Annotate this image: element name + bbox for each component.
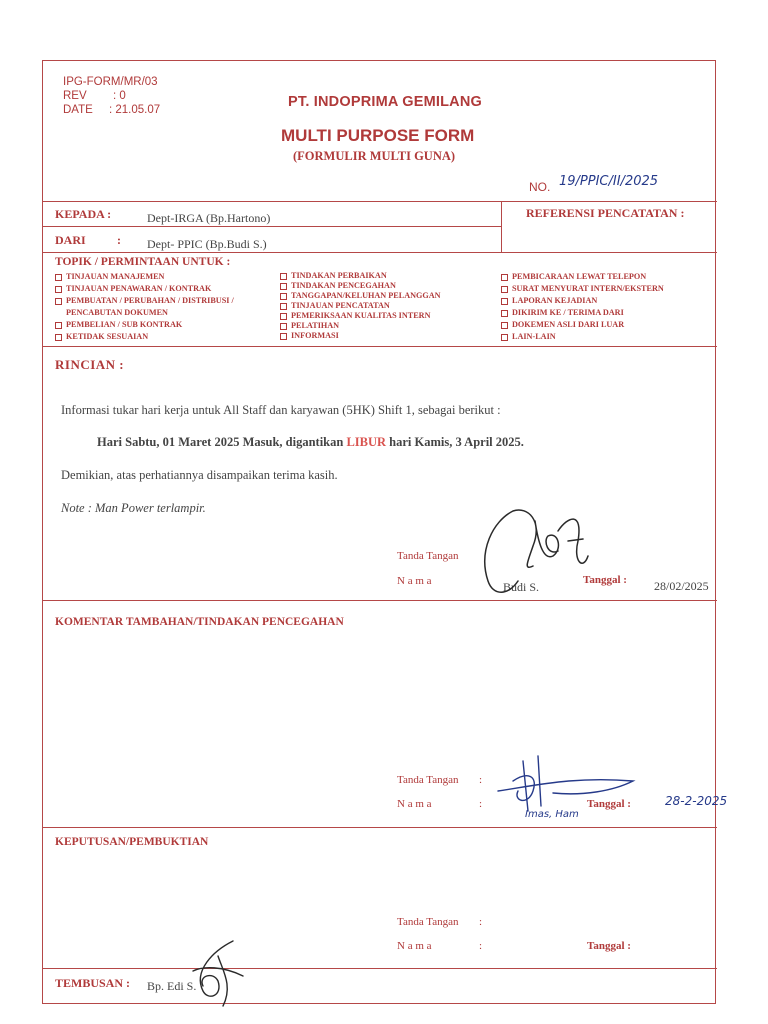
divider-referensi xyxy=(501,201,502,252)
checkbox[interactable] xyxy=(501,298,508,305)
checkbox[interactable] xyxy=(55,322,62,329)
topik-column-2 xyxy=(280,271,441,341)
checkbox[interactable] xyxy=(55,298,62,305)
keputusan-tanda-tangan-label: Tanda Tangan xyxy=(397,916,459,928)
topic-option[interactable]: DIKIRIM KE / TERIMA DARI xyxy=(501,307,664,319)
rule-header xyxy=(43,201,717,202)
dari-label: DARI xyxy=(55,233,86,247)
topic-option[interactable]: LAPORAN KEJADIAN xyxy=(501,295,664,307)
topic-option-continued: PENCABUTAN DOKUMEN xyxy=(66,308,168,317)
rincian-tanggal-label: Tanggal : xyxy=(583,574,627,586)
checkbox[interactable] xyxy=(280,273,287,280)
rule-topik xyxy=(43,346,717,347)
rule-rincian xyxy=(43,600,717,601)
komentar-nama-value: Imas, Ham xyxy=(525,809,579,820)
keputusan-nama-colon: : xyxy=(479,940,483,952)
checkbox[interactable] xyxy=(55,334,62,341)
kepada-value: Dept-IRGA (Bp.Hartono) xyxy=(147,211,271,225)
topik-column-3 xyxy=(501,271,664,343)
keputusan-tanda-tangan-colon: : xyxy=(479,916,483,928)
rincian-line-2: Hari Sabtu, 01 Maret 2025 Masuk, digantikan LIBUR hari Kamis, 3 April 2025. xyxy=(97,435,524,449)
rincian-tanda-tangan-label: Tanda Tangan xyxy=(397,550,459,562)
company-name: PT. INDOPRIMA GEMILANG xyxy=(288,94,482,110)
signature-edi xyxy=(163,931,253,1021)
keputusan-nama-label: N a m a xyxy=(397,940,432,952)
checkbox[interactable] xyxy=(501,274,508,281)
topic-option[interactable]: LAIN-LAIN xyxy=(501,331,664,343)
keputusan-label: KEPUTUSAN/PEMBUKTIAN xyxy=(55,836,209,848)
signature-hartono xyxy=(493,751,643,821)
dari-value: Dept- PPIC (Bp.Budi S.) xyxy=(147,237,267,251)
tembusan-label: TEMBUSAN : xyxy=(55,976,131,990)
checkbox[interactable] xyxy=(280,333,287,340)
no-value: 19/PPIC/II/2025 xyxy=(559,174,659,189)
referensi-label: REFERENSI PENCATATAN : xyxy=(526,206,685,220)
checkbox[interactable] xyxy=(501,310,508,317)
multi-purpose-form xyxy=(42,60,728,1004)
checkbox[interactable] xyxy=(55,286,62,293)
rev-value: : 0 xyxy=(113,90,126,102)
topic-option[interactable]: TINDAKAN PENCEGAHAN xyxy=(280,281,441,291)
checkbox[interactable] xyxy=(280,303,287,310)
rule-komentar xyxy=(43,827,717,828)
signature-budi xyxy=(473,501,593,601)
form-title: MULTI PURPOSE FORM xyxy=(281,126,475,145)
topic-option[interactable]: TINJAUAN PENCATATAN xyxy=(280,301,441,311)
rincian-nama-label: N a m a xyxy=(397,575,432,587)
rev-label: REV xyxy=(63,90,87,102)
rincian-tanggal-value: 28/02/2025 xyxy=(654,579,709,593)
topic-option[interactable]: TINJAUAN MANAJEMEN xyxy=(55,271,234,283)
rincian-line-1: Informasi tukar hari kerja untuk All Staff dan karyawan (5HK) Shift 1, sebagai berikut : xyxy=(61,403,501,417)
date-label: DATE xyxy=(63,104,93,116)
topic-option[interactable]: PEMBUATAN / PERUBAHAN / DISTRIBUSI / xyxy=(55,295,234,307)
rincian-line-3: Demikian, atas perhatiannya disampaikan terima kasih. xyxy=(61,468,338,482)
topic-option[interactable]: INFORMASI xyxy=(280,331,441,341)
checkbox[interactable] xyxy=(280,283,287,290)
topik-column-1 xyxy=(55,271,234,343)
checkbox[interactable] xyxy=(280,293,287,300)
komentar-tanggal-value: 28-2-2025 xyxy=(665,794,728,808)
topic-option[interactable]: PEMERIKSAAN KUALITAS INTERN xyxy=(280,311,441,321)
checkbox[interactable] xyxy=(501,334,508,341)
topic-option[interactable]: TINDAKAN PERBAIKAN xyxy=(280,271,441,281)
dari-colon: : xyxy=(117,233,121,247)
form-code: IPG-FORM/MR/03 xyxy=(63,76,158,88)
form-subtitle: (FORMULIR MULTI GUNA) xyxy=(293,149,456,163)
tembusan-value: Bp. Edi S. xyxy=(147,979,197,993)
checkbox[interactable] xyxy=(280,323,287,330)
checkbox[interactable] xyxy=(280,313,287,320)
topic-option[interactable]: KETIDAK SESUAIAN xyxy=(55,331,234,343)
topic-option[interactable]: PEMBICARAAN LEWAT TELEPON xyxy=(501,271,664,283)
komentar-tanggal-label: Tanggal : xyxy=(587,798,631,810)
date-value: : 21.05.07 xyxy=(109,104,161,116)
topic-option[interactable]: PELATIHAN xyxy=(280,321,441,331)
rincian-label: RINCIAN : xyxy=(55,357,125,372)
komentar-label: KOMENTAR TAMBAHAN/TINDAKAN PENCEGAHAN xyxy=(55,616,344,628)
rincian-note: Note : Man Power terlampir. xyxy=(61,501,206,515)
topic-option[interactable]: DOKEMEN ASLI DARI LUAR xyxy=(501,319,664,331)
komentar-nama-colon: : xyxy=(479,798,483,810)
komentar-tanda-tangan-colon: : xyxy=(479,774,483,786)
topic-option[interactable]: TANGGAPAN/KELUHAN PELANGGAN xyxy=(280,291,441,301)
rule-keputusan xyxy=(43,968,717,969)
keputusan-tanggal-label: Tanggal : xyxy=(587,940,631,952)
checkbox[interactable] xyxy=(55,274,62,281)
topic-option[interactable]: TINJAUAN PENAWARAN / KONTRAK xyxy=(55,283,234,295)
rincian-nama-value: Budi S. xyxy=(503,580,540,594)
topic-option[interactable]: SURAT MENYURAT INTERN/EKSTERN xyxy=(501,283,664,295)
no-label: NO. xyxy=(529,180,551,194)
checkbox[interactable] xyxy=(501,286,508,293)
rule-kepada xyxy=(43,226,501,227)
rule-dari xyxy=(43,252,717,253)
kepada-label: KEPADA : xyxy=(55,207,112,221)
topik-label: TOPIK / PERMINTAAN UNTUK : xyxy=(55,256,231,268)
komentar-tanda-tangan-label: Tanda Tangan xyxy=(397,774,459,786)
checkbox[interactable] xyxy=(501,322,508,329)
komentar-nama-label: N a m a xyxy=(397,798,432,810)
libur-highlight: LIBUR xyxy=(346,435,387,449)
topic-option[interactable]: PEMBELIAN / SUB KONTRAK xyxy=(55,319,234,331)
